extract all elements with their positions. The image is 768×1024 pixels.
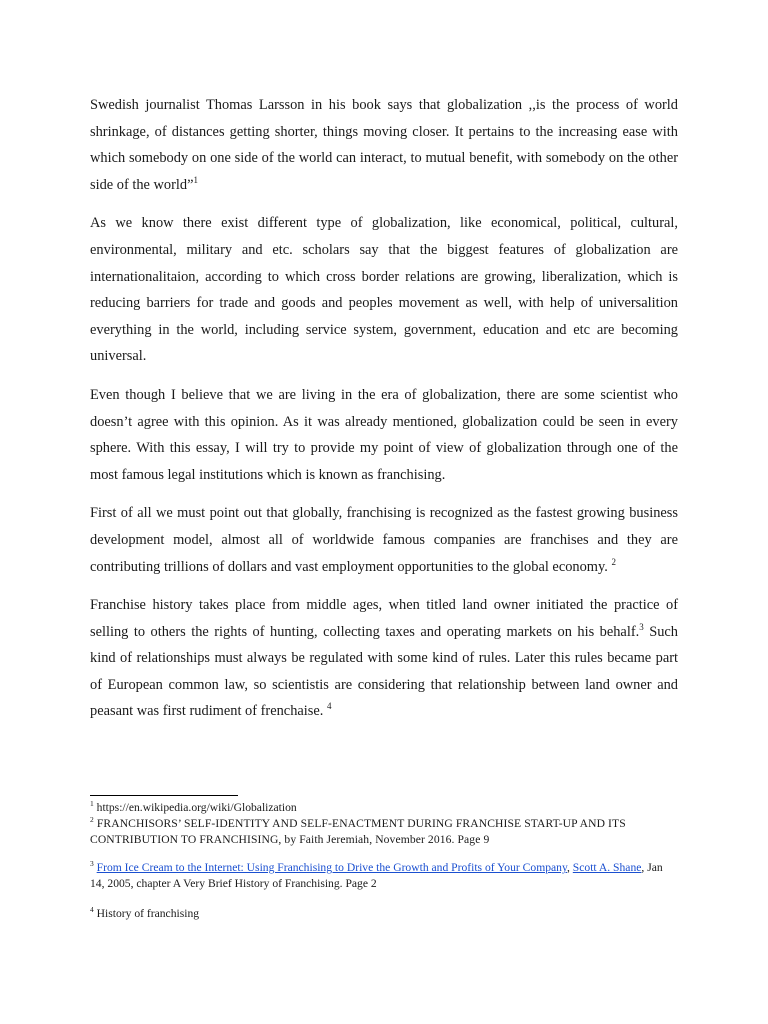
footnotes-section [90,795,678,930]
footnote-1: $^1$ https://en.wikipedia.org/wiki/Globalization [90,799,297,814]
footnote-3-author-link[interactable]: Scott A. Shane [572,861,642,874]
footnote-3-title-link[interactable]: From Ice Cream to the Internet: Using Franchising to Drive the Growth and Profits of Your Company [96,861,567,874]
paragraph-5: Franchise history takes place from middle ages, when titled land owner initiated the practice of selling to others the rights of hunting, collecting taxes and operating markets on his behalf.$^3$ Such kind of relationships must always be regulated with some kind of rules. Later this rules became part of European common law, so scientistis are considering that relationship between land owner and peasant was first rudiment of frenchaise. $^4$ [90,597,678,720]
footnote-ref-3[interactable]: 3 [639,621,644,632]
paragraph-3: Even though I believe that we are living in the era of globalization, there are some scientist who doesn’t agree with this opinion. As it was already mentioned, globalization could be seen in every sphere. With this essay, I will try to provide my point of view of globalization through one of the most famous legal institutions which is known as franchising. [90,386,678,483]
paragraph-1: Swedish journalist Thomas Larsson in his book says that globalization ,,is the process of world shrinkage, of distances getting shorter, things moving closer. It pertains to the increasing ease with which somebody on one side of the world can interact, to mutual benefit, with somebody on the other side of the world”$^1$ [90,97,678,193]
footnote-4: $^4$ History of franchising [90,905,200,920]
footnote-3: $^3$ From Ice Cream to the Internet: Using Franchising to Drive the Growth and Profits of Your Company, Scott A. Shane, Jan 14, 2005, chapter A Very Brief History of Franchising. Page 2 [90,859,663,890]
footnote-ref-4[interactable]: 4 [326,701,332,712]
document-body [90,92,678,737]
footnote-separator [90,795,238,796]
footnote-2: $^2$ FRANCHISORS’ SELF-IDENTITY AND SELF-ENACTMENT DURING FRANCHISE START-UP AND ITS CONTRIBUTION TO FRANCHISING, by Faith Jeremiah, November 2016. Page 9 [90,815,626,846]
footnote-ref-1[interactable]: 1 [193,174,199,185]
paragraph-2: As we know there exist different type of globalization, like economical, political, cultural, environmental, military and etc. scholars say that the biggest features of globalization are internationalitaion, according to which cross border relations are growing, liberalization, which is reducing barriers for trade and goods and peoples movement as well, with help of universalition everything in the world, including service system, government, education and etc are becoming universal. [90,215,678,365]
footnote-ref-2[interactable]: 2 [611,556,616,567]
paragraph-4: First of all we must point out that globally, franchising is recognized as the fastest growing business development model, almost all of worldwide famous companies are franchises and they are contributing trillions of dollars and vast employment opportunities to the global economy. $^2$ [90,505,678,575]
